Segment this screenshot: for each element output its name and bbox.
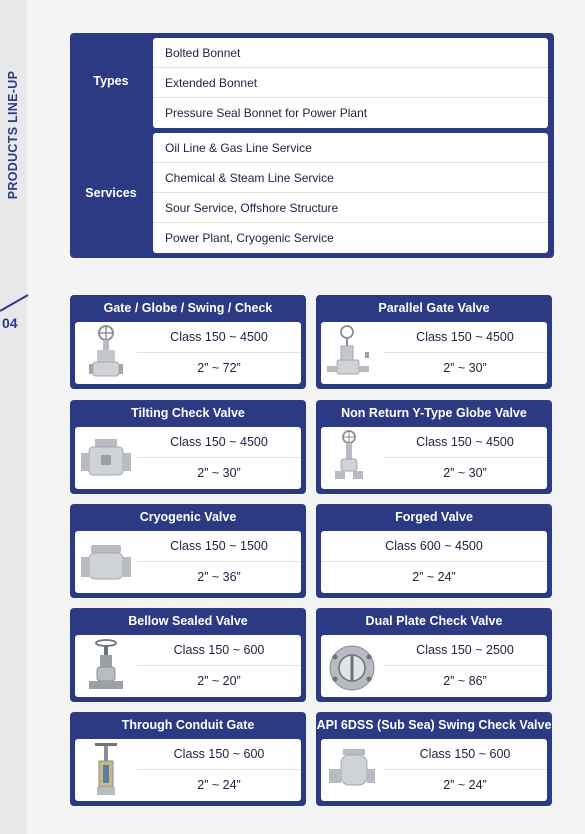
product-card (316, 400, 552, 494)
gate-valve-icon (77, 324, 135, 382)
pressure-class: Class 150 ~ 600 (137, 635, 301, 666)
product-card (70, 295, 306, 389)
size-range: 2” ~ 24” (412, 570, 456, 584)
size-range: 2” ~ 86” (443, 674, 487, 688)
size-range: 2” ~ 30” (443, 361, 487, 375)
services-item: Sour Service, Offshore Structure (153, 193, 548, 223)
tilting-check-valve-icon (77, 429, 135, 487)
size-range: 2” ~ 30” (197, 466, 241, 480)
product-card (316, 712, 552, 806)
services-item: Chemical & Steam Line Service (153, 163, 548, 193)
product-card (70, 504, 306, 598)
product-name: Gate / Globe / Swing / Check (103, 301, 273, 315)
types-item: Pressure Seal Bonnet for Power Plant (165, 106, 368, 120)
page-number: 04 (2, 315, 18, 331)
types-label: Types (93, 74, 129, 88)
product-card (316, 608, 552, 702)
pressure-class: Class 150 ~ 1500 (137, 531, 301, 562)
y-globe-valve-icon (323, 429, 381, 487)
size-range: 2” ~ 24” (197, 778, 241, 792)
pressure-class: Class 600 ~ 4500 (321, 531, 547, 562)
pressure-class: Class 150 ~ 4500 (137, 427, 301, 458)
types-item: Bolted Bonnet (153, 38, 548, 68)
divider-slash (0, 285, 30, 315)
bellow-sealed-valve-icon (77, 637, 135, 695)
pressure-class: Class 150 ~ 2500 (383, 635, 547, 666)
services-list (153, 133, 548, 253)
parallel-gate-valve-icon (323, 324, 381, 382)
size-range: 2” ~ 36” (197, 570, 241, 584)
pressure-class: Class 150 ~ 4500 (383, 322, 547, 353)
product-name: API 6DSS (Sub Sea) Swing Check Valve (316, 718, 552, 732)
product-card (70, 608, 306, 702)
pressure-class: Class 150 ~ 4500 (383, 427, 547, 458)
section-title (2, 55, 24, 215)
size-range: 2” ~ 24” (443, 778, 487, 792)
swing-check-valve-icon (323, 741, 381, 799)
product-card (316, 504, 552, 598)
types-item: Extended Bonnet (153, 68, 548, 98)
product-name: Dual Plate Check Valve (365, 614, 503, 628)
product-name: Parallel Gate Valve (378, 301, 490, 315)
size-range: 2” ~ 30” (443, 466, 487, 480)
pressure-class: Class 150 ~ 4500 (137, 322, 301, 353)
product-name: Through Conduit Gate (121, 718, 255, 732)
product-name: Non Return Y-Type Globe Valve (341, 406, 527, 420)
product-card (316, 295, 552, 389)
services-item: Power Plant, Cryogenic Service (165, 231, 334, 245)
cryogenic-valve-icon (77, 533, 135, 591)
product-name: Bellow Sealed Valve (128, 614, 248, 628)
product-name: Tilting Check Valve (131, 406, 245, 420)
pressure-class: Class 150 ~ 600 (137, 739, 301, 770)
services-label: Services (85, 186, 137, 200)
pressure-class: Class 150 ~ 600 (383, 739, 547, 770)
product-name: Cryogenic Valve (139, 510, 237, 524)
product-card (70, 712, 306, 806)
dual-plate-check-valve-icon (323, 637, 381, 695)
product-card (70, 400, 306, 494)
types-list (153, 38, 548, 128)
services-item: Oil Line & Gas Line Service (153, 133, 548, 163)
size-range: 2” ~ 72” (197, 361, 241, 375)
conduit-gate-valve-icon (77, 741, 135, 799)
product-name: Forged Valve (395, 510, 473, 524)
section-title-text: PRODUCTS LINE-UP (6, 70, 21, 200)
size-range: 2” ~ 20” (197, 674, 241, 688)
overview-table (70, 33, 554, 258)
